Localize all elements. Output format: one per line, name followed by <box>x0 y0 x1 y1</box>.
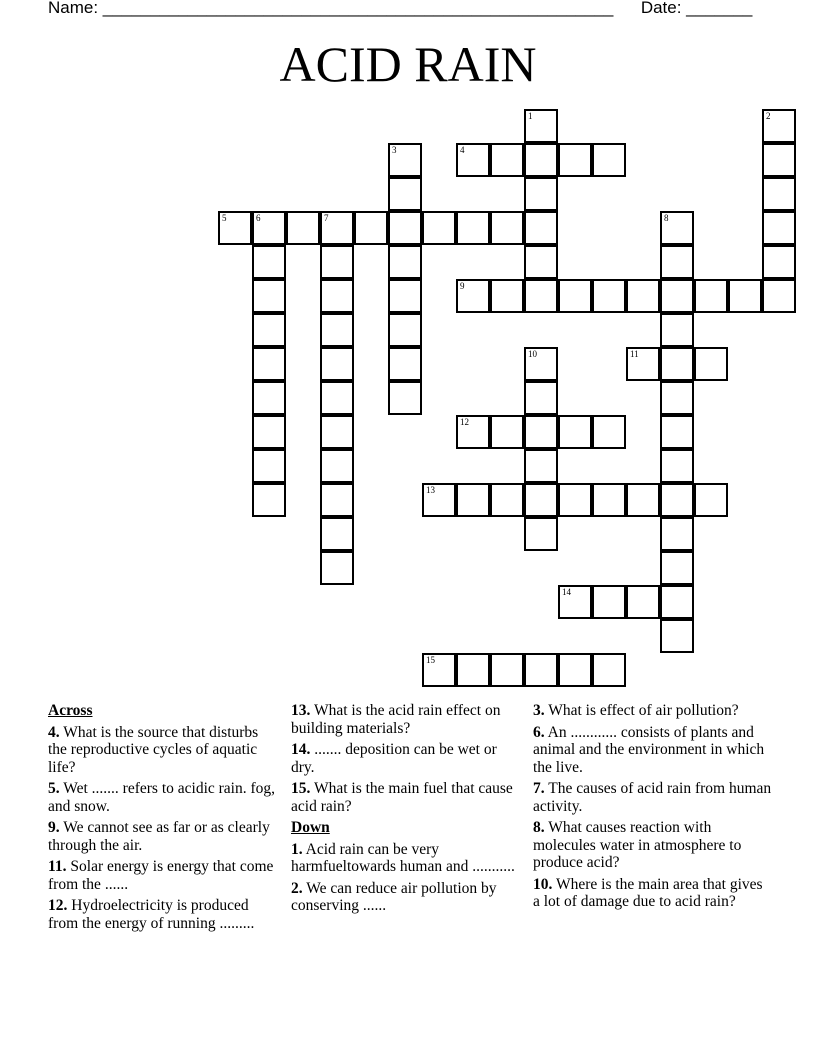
crossword-cell[interactable] <box>252 211 286 245</box>
clues-column-3 <box>533 702 773 915</box>
crossword-cell[interactable] <box>762 177 796 211</box>
crossword-cell[interactable] <box>456 211 490 245</box>
crossword-cell[interactable] <box>422 653 456 687</box>
clue-number-label: 13 <box>426 485 435 495</box>
crossword-cell[interactable] <box>490 415 524 449</box>
crossword-cell[interactable] <box>320 211 354 245</box>
crossword-cell[interactable] <box>592 143 626 177</box>
clue-item <box>533 724 773 777</box>
clue-number: 6. <box>533 723 545 741</box>
crossword-cell[interactable] <box>252 449 286 483</box>
crossword-cell[interactable] <box>354 211 388 245</box>
crossword-cell[interactable] <box>456 653 490 687</box>
crossword-cell[interactable] <box>524 211 558 245</box>
crossword-cell[interactable] <box>252 415 286 449</box>
crossword-cell[interactable] <box>388 177 422 211</box>
crossword-cell[interactable] <box>490 483 524 517</box>
crossword-cell[interactable] <box>524 245 558 279</box>
crossword-cell[interactable] <box>524 177 558 211</box>
crossword-cell[interactable] <box>252 279 286 313</box>
crossword-cell[interactable] <box>762 245 796 279</box>
crossword-cell[interactable] <box>422 211 456 245</box>
crossword-cell[interactable] <box>490 279 524 313</box>
clue-text: The causes of acid rain from human activity. <box>533 780 772 815</box>
crossword-cell[interactable] <box>694 347 728 381</box>
clue-text: What causes reaction with molecules water in atmosphere to produce acid? <box>533 819 742 871</box>
crossword-cell[interactable] <box>456 279 490 313</box>
clues-column-2 <box>291 702 523 919</box>
crossword-cell[interactable] <box>490 143 524 177</box>
crossword-cell[interactable] <box>558 585 592 619</box>
crossword-cell[interactable] <box>320 551 354 585</box>
crossword-cell[interactable] <box>728 279 762 313</box>
clue-number: 3. <box>533 702 545 719</box>
crossword-cell[interactable] <box>456 143 490 177</box>
clue-text: Wet ....... refers to acidic rain. fog, and snow. <box>48 780 276 815</box>
crossword-cell[interactable] <box>524 483 558 517</box>
crossword-cell[interactable] <box>762 109 796 143</box>
crossword-cell[interactable] <box>694 483 728 517</box>
clue-number: 5. <box>48 780 60 797</box>
crossword-cell[interactable] <box>524 109 558 143</box>
crossword-cell[interactable] <box>694 279 728 313</box>
crossword-cell[interactable] <box>388 279 422 313</box>
clue-number: 7. <box>533 780 545 797</box>
crossword-cell[interactable] <box>218 211 252 245</box>
crossword-cell[interactable] <box>558 653 592 687</box>
clue-number: 13. <box>291 702 311 719</box>
crossword-cell[interactable] <box>320 313 354 347</box>
crossword-cell[interactable] <box>660 619 694 653</box>
clue-number-label: 2 <box>766 111 771 121</box>
clue-text: What is the source that disturbs the reproductive cycles of aquatic life? <box>48 723 259 776</box>
down-heading: Down <box>291 819 330 836</box>
crossword-cell[interactable] <box>524 653 558 687</box>
clue-number: 10. <box>533 875 553 893</box>
clue-number-label: 14 <box>562 587 571 597</box>
clue-item <box>291 880 523 915</box>
clue-number: 15. <box>291 780 311 797</box>
crossword-cell[interactable] <box>558 143 592 177</box>
clue-item <box>48 858 280 893</box>
crossword-cell[interactable] <box>558 483 592 517</box>
clue-item <box>533 702 773 720</box>
clue-text: Solar energy is energy that come from the ...... <box>48 858 274 893</box>
crossword-cell[interactable] <box>660 347 694 381</box>
clue-item <box>291 780 523 815</box>
crossword-cell[interactable] <box>626 483 660 517</box>
crossword-cell[interactable] <box>660 415 694 449</box>
clue-item <box>291 702 523 737</box>
clue-text: Hydroelectricity is produced from the energy of running ......... <box>48 897 255 932</box>
clue-item <box>533 876 773 911</box>
crossword-cell[interactable] <box>388 211 422 245</box>
clue-number-label: 3 <box>392 145 397 155</box>
clue-number-label: 9 <box>460 281 465 291</box>
crossword-cell[interactable] <box>320 279 354 313</box>
crossword-cell[interactable] <box>388 381 422 415</box>
clue-item <box>291 741 523 776</box>
crossword-cell[interactable] <box>320 381 354 415</box>
crossword-cell[interactable] <box>660 245 694 279</box>
crossword-cell[interactable] <box>252 245 286 279</box>
crossword-cell[interactable] <box>388 347 422 381</box>
crossword-cell[interactable] <box>524 143 558 177</box>
crossword-cell[interactable] <box>388 245 422 279</box>
clue-number: 12. <box>48 897 68 914</box>
crossword-cell[interactable] <box>558 279 592 313</box>
crossword-cell[interactable] <box>524 517 558 551</box>
clue-text: What is the acid rain effect on building materials? <box>291 702 501 737</box>
crossword-cell[interactable] <box>762 143 796 177</box>
clue-text: What is effect of air pollution? <box>544 702 739 719</box>
clue-number-label: 7 <box>324 213 329 223</box>
crossword-cell[interactable] <box>252 313 286 347</box>
crossword-cell[interactable] <box>626 585 660 619</box>
crossword-cell[interactable] <box>592 279 626 313</box>
clue-number-label: 11 <box>630 349 639 359</box>
across-heading: Across <box>48 702 93 719</box>
crossword-cell[interactable] <box>524 279 558 313</box>
clue-number-label: 4 <box>460 145 465 155</box>
crossword-cell[interactable] <box>660 279 694 313</box>
clue-number: 9. <box>48 819 60 836</box>
clues-column-1 <box>48 702 280 936</box>
clue-number-label: 8 <box>664 213 669 223</box>
clue-item <box>291 841 523 876</box>
clue-text: Where is the main area that gives a lot of damage due to acid rain? <box>533 875 763 910</box>
clue-number-label: 1 <box>528 111 533 121</box>
clue-number: 8. <box>533 819 545 836</box>
crossword-cell[interactable] <box>660 313 694 347</box>
crossword-cell[interactable] <box>558 415 592 449</box>
crossword-cell[interactable] <box>524 415 558 449</box>
crossword-cell[interactable] <box>320 449 354 483</box>
clue-item <box>48 780 280 815</box>
clue-number-label: 12 <box>460 417 469 427</box>
crossword-cell[interactable] <box>592 585 626 619</box>
crossword-cell[interactable] <box>286 211 320 245</box>
clue-number: 1. <box>291 840 303 858</box>
crossword-cell[interactable] <box>490 211 524 245</box>
crossword-cell[interactable] <box>320 483 354 517</box>
crossword-cell[interactable] <box>320 517 354 551</box>
crossword-cell[interactable] <box>660 551 694 585</box>
crossword-cell[interactable] <box>524 347 558 381</box>
page-title: ACID RAIN <box>279 36 537 92</box>
name-field[interactable]: Name: ______________________________________________________ <box>48 0 614 17</box>
clue-number: 2. <box>291 879 303 897</box>
clue-item <box>48 819 280 854</box>
clue-number: 4. <box>48 723 60 741</box>
crossword-cell[interactable] <box>660 381 694 415</box>
crossword-cell[interactable] <box>490 653 524 687</box>
clue-text: An ............ consists of plants and animal and the environment in which the live. <box>533 723 765 776</box>
crossword-cell[interactable] <box>388 143 422 177</box>
crossword-cell[interactable] <box>762 279 796 313</box>
clue-number-label: 10 <box>528 349 537 359</box>
crossword-cell[interactable] <box>592 483 626 517</box>
crossword-cell[interactable] <box>762 211 796 245</box>
crossword-cell[interactable] <box>626 279 660 313</box>
clue-number: 11. <box>48 858 67 875</box>
crossword-cell[interactable] <box>524 449 558 483</box>
clue-number-label: 6 <box>256 213 261 223</box>
clue-item <box>533 780 773 815</box>
crossword-cell[interactable] <box>660 483 694 517</box>
crossword-cell[interactable] <box>320 415 354 449</box>
clue-text: We can reduce air pollution by conserving ...... <box>291 879 497 914</box>
clue-text: ....... deposition can be wet or dry. <box>291 741 497 776</box>
crossword-cell[interactable] <box>252 347 286 381</box>
crossword-cell[interactable] <box>524 381 558 415</box>
crossword-cell[interactable] <box>660 449 694 483</box>
clue-item <box>48 897 280 932</box>
crossword-cell[interactable] <box>456 415 490 449</box>
crossword-cell[interactable] <box>320 245 354 279</box>
crossword-cell[interactable] <box>422 483 456 517</box>
clue-text: Acid rain can be very harmfueltowards human and ........... <box>291 840 515 875</box>
crossword-cell[interactable] <box>388 313 422 347</box>
crossword-cell[interactable] <box>592 415 626 449</box>
clue-number: 14. <box>291 741 311 758</box>
crossword-cell[interactable] <box>626 347 660 381</box>
clue-text: What is the main fuel that cause acid rain? <box>291 780 513 815</box>
crossword-cell[interactable] <box>660 211 694 245</box>
date-field[interactable]: Date: _______ <box>640 0 753 17</box>
clue-number-label: 15 <box>426 655 435 665</box>
clue-number-label: 5 <box>222 213 227 223</box>
crossword-cell[interactable] <box>660 585 694 619</box>
crossword-cell[interactable] <box>660 517 694 551</box>
crossword-cell[interactable] <box>320 347 354 381</box>
crossword-cell[interactable] <box>456 483 490 517</box>
crossword-cell[interactable] <box>592 653 626 687</box>
crossword-cell[interactable] <box>252 381 286 415</box>
clue-text: We cannot see as far or as clearly through the air. <box>48 819 270 854</box>
crossword-cell[interactable] <box>252 483 286 517</box>
clue-item <box>48 724 280 777</box>
clue-item <box>533 819 773 872</box>
